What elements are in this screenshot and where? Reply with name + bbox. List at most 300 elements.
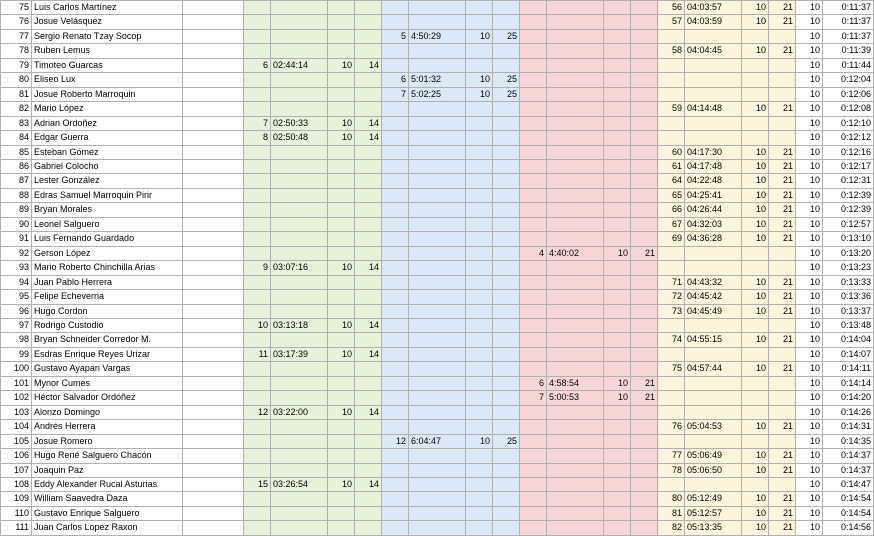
cell-green-position[interactable] [244, 449, 271, 463]
cell-yellow-time[interactable] [685, 29, 742, 43]
cell-yellow-value-a[interactable]: 10 [742, 420, 769, 434]
cell-red-time[interactable] [547, 477, 604, 491]
cell-yellow-position[interactable]: 58 [658, 44, 685, 58]
cell-green-value-a[interactable] [328, 275, 355, 289]
cell-green-position[interactable] [244, 159, 271, 173]
cell-green-time[interactable] [271, 159, 328, 173]
cell-green-position[interactable] [244, 203, 271, 217]
cell-blue-value-a[interactable] [466, 391, 493, 405]
cell-yellow-value-b[interactable]: 21 [769, 333, 796, 347]
cell-spacer[interactable] [183, 188, 244, 202]
cell-total-time[interactable]: 0:11:37 [823, 29, 874, 43]
cell-blue-value-b[interactable]: 25 [493, 73, 520, 87]
cell-green-value-b[interactable] [355, 203, 382, 217]
cell-green-value-a[interactable] [328, 174, 355, 188]
cell-red-value-a[interactable] [604, 492, 631, 506]
cell-total-time[interactable]: 0:14:37 [823, 449, 874, 463]
cell-blue-value-a[interactable] [466, 304, 493, 318]
table-row[interactable] [1, 463, 874, 477]
cell-total-a[interactable]: 10 [796, 420, 823, 434]
cell-yellow-time[interactable]: 04:17:30 [685, 145, 742, 159]
cell-green-time[interactable]: 03:22:00 [271, 405, 328, 419]
cell-red-position[interactable] [520, 290, 547, 304]
cell-blue-position[interactable] [382, 290, 409, 304]
cell-blue-value-b[interactable] [493, 506, 520, 520]
table-row[interactable] [1, 420, 874, 434]
cell-blue-position[interactable] [382, 116, 409, 130]
cell-athlete-name[interactable]: Josue Roberto Marroquin [32, 87, 183, 101]
cell-red-value-b[interactable] [631, 405, 658, 419]
table-row[interactable] [1, 304, 874, 318]
table-row[interactable] [1, 174, 874, 188]
cell-yellow-value-a[interactable]: 10 [742, 521, 769, 535]
cell-blue-time[interactable] [409, 463, 466, 477]
cell-athlete-name[interactable]: Mario López [32, 102, 183, 116]
table-row[interactable] [1, 44, 874, 58]
cell-total-a[interactable]: 10 [796, 15, 823, 29]
cell-green-value-b[interactable] [355, 290, 382, 304]
cell-athlete-name[interactable]: Josue Romero [32, 434, 183, 448]
cell-green-time[interactable]: 02:50:48 [271, 131, 328, 145]
cell-red-value-a[interactable]: 10 [604, 391, 631, 405]
cell-green-value-a[interactable] [328, 304, 355, 318]
cell-total-time[interactable]: 0:12:04 [823, 73, 874, 87]
cell-green-value-b[interactable] [355, 159, 382, 173]
cell-athlete-name[interactable]: Bryan Schneider Corredor M. [32, 333, 183, 347]
table-row[interactable] [1, 1, 874, 15]
cell-total-time[interactable]: 0:11:39 [823, 44, 874, 58]
cell-blue-value-b[interactable] [493, 304, 520, 318]
cell-blue-time[interactable] [409, 145, 466, 159]
cell-bib-number[interactable]: 87 [1, 174, 32, 188]
cell-red-time[interactable] [547, 405, 604, 419]
cell-green-position[interactable]: 9 [244, 261, 271, 275]
cell-yellow-value-a[interactable] [742, 58, 769, 72]
cell-red-value-a[interactable] [604, 102, 631, 116]
cell-spacer[interactable] [183, 376, 244, 390]
cell-blue-position[interactable] [382, 232, 409, 246]
cell-spacer[interactable] [183, 492, 244, 506]
cell-total-a[interactable]: 10 [796, 246, 823, 260]
cell-blue-value-b[interactable] [493, 463, 520, 477]
cell-green-value-a[interactable] [328, 362, 355, 376]
cell-spacer[interactable] [183, 333, 244, 347]
cell-green-value-b[interactable] [355, 275, 382, 289]
cell-yellow-value-b[interactable]: 21 [769, 492, 796, 506]
cell-green-value-a[interactable]: 10 [328, 318, 355, 332]
cell-red-position[interactable] [520, 521, 547, 535]
cell-red-value-b[interactable] [631, 159, 658, 173]
cell-red-position[interactable] [520, 275, 547, 289]
cell-spacer[interactable] [183, 116, 244, 130]
cell-green-value-b[interactable] [355, 449, 382, 463]
cell-blue-time[interactable] [409, 376, 466, 390]
cell-red-value-b[interactable] [631, 217, 658, 231]
cell-green-value-b[interactable] [355, 217, 382, 231]
cell-blue-position[interactable] [382, 174, 409, 188]
cell-bib-number[interactable]: 96 [1, 304, 32, 318]
cell-yellow-value-a[interactable]: 10 [742, 145, 769, 159]
cell-red-position[interactable] [520, 29, 547, 43]
cell-blue-value-a[interactable] [466, 58, 493, 72]
cell-green-value-a[interactable] [328, 463, 355, 477]
cell-red-position[interactable] [520, 449, 547, 463]
cell-green-position[interactable] [244, 102, 271, 116]
table-row[interactable] [1, 116, 874, 130]
cell-total-time[interactable]: 0:13:20 [823, 246, 874, 260]
cell-spacer[interactable] [183, 73, 244, 87]
cell-blue-time[interactable] [409, 304, 466, 318]
cell-spacer[interactable] [183, 275, 244, 289]
cell-green-value-a[interactable] [328, 290, 355, 304]
cell-yellow-position[interactable] [658, 434, 685, 448]
cell-athlete-name[interactable]: Alonzo Domingo [32, 405, 183, 419]
cell-green-time[interactable]: 03:07:16 [271, 261, 328, 275]
cell-spacer[interactable] [183, 174, 244, 188]
cell-total-a[interactable]: 10 [796, 232, 823, 246]
cell-yellow-value-b[interactable] [769, 477, 796, 491]
cell-yellow-time[interactable]: 05:12:49 [685, 492, 742, 506]
cell-green-value-a[interactable] [328, 521, 355, 535]
cell-blue-value-b[interactable] [493, 391, 520, 405]
cell-total-a[interactable]: 10 [796, 318, 823, 332]
cell-total-a[interactable]: 10 [796, 434, 823, 448]
cell-green-time[interactable] [271, 232, 328, 246]
cell-yellow-time[interactable]: 04:45:49 [685, 304, 742, 318]
cell-blue-value-b[interactable] [493, 318, 520, 332]
cell-yellow-time[interactable] [685, 376, 742, 390]
cell-blue-value-b[interactable] [493, 116, 520, 130]
cell-red-time[interactable] [547, 44, 604, 58]
cell-blue-position[interactable]: 7 [382, 87, 409, 101]
cell-yellow-position[interactable]: 59 [658, 102, 685, 116]
cell-green-value-a[interactable]: 10 [328, 131, 355, 145]
cell-blue-position[interactable] [382, 131, 409, 145]
cell-yellow-time[interactable]: 04:43:32 [685, 275, 742, 289]
cell-blue-time[interactable] [409, 58, 466, 72]
cell-green-value-b[interactable] [355, 506, 382, 520]
cell-red-time[interactable] [547, 116, 604, 130]
cell-total-time[interactable]: 0:14:26 [823, 405, 874, 419]
cell-blue-time[interactable] [409, 347, 466, 361]
table-row[interactable] [1, 217, 874, 231]
cell-yellow-position[interactable] [658, 116, 685, 130]
cell-total-time[interactable]: 0:11:37 [823, 15, 874, 29]
cell-blue-value-b[interactable] [493, 275, 520, 289]
cell-bib-number[interactable]: 78 [1, 44, 32, 58]
cell-total-a[interactable]: 10 [796, 1, 823, 15]
cell-red-position[interactable] [520, 145, 547, 159]
cell-yellow-value-b[interactable] [769, 376, 796, 390]
cell-green-position[interactable] [244, 391, 271, 405]
cell-total-time[interactable]: 0:12:31 [823, 174, 874, 188]
cell-yellow-value-b[interactable] [769, 347, 796, 361]
cell-blue-position[interactable] [382, 145, 409, 159]
cell-yellow-time[interactable] [685, 246, 742, 260]
cell-blue-position[interactable] [382, 275, 409, 289]
cell-green-value-a[interactable] [328, 506, 355, 520]
cell-blue-time[interactable] [409, 261, 466, 275]
cell-athlete-name[interactable]: Mario Roberto Chinchilla Arias [32, 261, 183, 275]
cell-blue-position[interactable] [382, 203, 409, 217]
cell-green-position[interactable] [244, 1, 271, 15]
cell-blue-value-b[interactable] [493, 449, 520, 463]
cell-red-value-a[interactable] [604, 521, 631, 535]
cell-red-value-a[interactable] [604, 434, 631, 448]
cell-blue-value-a[interactable] [466, 1, 493, 15]
cell-red-time[interactable] [547, 203, 604, 217]
table-row[interactable] [1, 449, 874, 463]
table-row[interactable] [1, 131, 874, 145]
cell-athlete-name[interactable]: William Saavedra Daza [32, 492, 183, 506]
cell-bib-number[interactable]: 105 [1, 434, 32, 448]
cell-bib-number[interactable]: 99 [1, 347, 32, 361]
cell-red-time[interactable] [547, 463, 604, 477]
cell-green-value-a[interactable]: 10 [328, 261, 355, 275]
cell-red-position[interactable] [520, 217, 547, 231]
table-row[interactable] [1, 159, 874, 173]
cell-blue-time[interactable] [409, 391, 466, 405]
cell-red-time[interactable] [547, 275, 604, 289]
cell-green-position[interactable] [244, 188, 271, 202]
table-row[interactable] [1, 58, 874, 72]
cell-yellow-position[interactable]: 82 [658, 521, 685, 535]
cell-yellow-value-b[interactable]: 21 [769, 521, 796, 535]
cell-green-value-b[interactable] [355, 1, 382, 15]
cell-green-time[interactable] [271, 290, 328, 304]
cell-red-value-a[interactable] [604, 304, 631, 318]
cell-green-value-a[interactable] [328, 203, 355, 217]
cell-total-a[interactable]: 10 [796, 73, 823, 87]
cell-red-value-a[interactable] [604, 290, 631, 304]
cell-spacer[interactable] [183, 290, 244, 304]
cell-yellow-time[interactable] [685, 318, 742, 332]
cell-total-a[interactable]: 10 [796, 333, 823, 347]
cell-athlete-name[interactable]: Timoteo Guarcas [32, 58, 183, 72]
cell-athlete-name[interactable]: Lester González [32, 174, 183, 188]
cell-green-value-a[interactable] [328, 492, 355, 506]
cell-spacer[interactable] [183, 29, 244, 43]
cell-blue-value-a[interactable] [466, 44, 493, 58]
cell-total-time[interactable]: 0:14:47 [823, 477, 874, 491]
cell-blue-value-b[interactable] [493, 188, 520, 202]
cell-blue-time[interactable]: 4:50:29 [409, 29, 466, 43]
cell-red-time[interactable] [547, 15, 604, 29]
cell-yellow-position[interactable]: 80 [658, 492, 685, 506]
cell-total-a[interactable]: 10 [796, 391, 823, 405]
cell-green-value-b[interactable]: 14 [355, 58, 382, 72]
cell-yellow-position[interactable] [658, 347, 685, 361]
cell-total-time[interactable]: 0:12:17 [823, 159, 874, 173]
cell-blue-value-a[interactable] [466, 145, 493, 159]
cell-total-time[interactable]: 0:14:54 [823, 506, 874, 520]
cell-yellow-time[interactable] [685, 405, 742, 419]
cell-green-value-b[interactable] [355, 73, 382, 87]
cell-red-value-b[interactable] [631, 318, 658, 332]
cell-bib-number[interactable]: 82 [1, 102, 32, 116]
cell-blue-value-b[interactable]: 25 [493, 29, 520, 43]
cell-red-value-a[interactable] [604, 87, 631, 101]
cell-blue-value-a[interactable] [466, 420, 493, 434]
cell-spacer[interactable] [183, 232, 244, 246]
cell-total-a[interactable]: 10 [796, 304, 823, 318]
table-row[interactable] [1, 477, 874, 491]
cell-green-position[interactable] [244, 290, 271, 304]
cell-green-value-a[interactable] [328, 246, 355, 260]
cell-red-value-a[interactable] [604, 449, 631, 463]
cell-red-position[interactable] [520, 44, 547, 58]
cell-total-a[interactable]: 10 [796, 116, 823, 130]
cell-total-time[interactable]: 0:13:23 [823, 261, 874, 275]
cell-red-value-b[interactable] [631, 290, 658, 304]
cell-red-position[interactable] [520, 58, 547, 72]
cell-blue-time[interactable] [409, 477, 466, 491]
cell-blue-value-a[interactable] [466, 102, 493, 116]
cell-bib-number[interactable]: 106 [1, 449, 32, 463]
cell-red-value-b[interactable] [631, 463, 658, 477]
cell-blue-value-a[interactable] [466, 275, 493, 289]
cell-yellow-value-a[interactable]: 10 [742, 463, 769, 477]
cell-yellow-value-b[interactable]: 21 [769, 1, 796, 15]
cell-blue-value-a[interactable] [466, 232, 493, 246]
cell-total-a[interactable]: 10 [796, 463, 823, 477]
cell-green-value-b[interactable]: 14 [355, 405, 382, 419]
table-row[interactable] [1, 261, 874, 275]
cell-blue-value-b[interactable]: 25 [493, 434, 520, 448]
cell-total-a[interactable]: 10 [796, 506, 823, 520]
cell-red-position[interactable] [520, 304, 547, 318]
cell-red-time[interactable] [547, 73, 604, 87]
cell-bib-number[interactable]: 110 [1, 506, 32, 520]
cell-red-time[interactable] [547, 232, 604, 246]
cell-yellow-time[interactable]: 04:45:42 [685, 290, 742, 304]
cell-red-value-a[interactable]: 10 [604, 376, 631, 390]
cell-bib-number[interactable]: 89 [1, 203, 32, 217]
cell-total-time[interactable]: 0:14:11 [823, 362, 874, 376]
cell-green-position[interactable] [244, 362, 271, 376]
cell-blue-value-b[interactable] [493, 261, 520, 275]
cell-blue-time[interactable] [409, 333, 466, 347]
cell-green-time[interactable] [271, 217, 328, 231]
cell-blue-value-b[interactable] [493, 232, 520, 246]
table-row[interactable] [1, 347, 874, 361]
cell-blue-value-a[interactable]: 10 [466, 29, 493, 43]
cell-blue-time[interactable] [409, 232, 466, 246]
cell-blue-time[interactable] [409, 15, 466, 29]
cell-blue-position[interactable] [382, 159, 409, 173]
cell-bib-number[interactable]: 80 [1, 73, 32, 87]
cell-red-time[interactable] [547, 261, 604, 275]
cell-total-time[interactable]: 0:14:31 [823, 420, 874, 434]
cell-red-time[interactable] [547, 29, 604, 43]
cell-green-value-b[interactable] [355, 434, 382, 448]
cell-total-a[interactable]: 10 [796, 203, 823, 217]
cell-total-time[interactable]: 0:14:14 [823, 376, 874, 390]
cell-yellow-time[interactable]: 04:17:48 [685, 159, 742, 173]
cell-blue-value-b[interactable] [493, 174, 520, 188]
cell-green-position[interactable] [244, 333, 271, 347]
cell-green-time[interactable]: 02:44:14 [271, 58, 328, 72]
cell-total-time[interactable]: 0:12:39 [823, 203, 874, 217]
cell-blue-value-a[interactable]: 10 [466, 73, 493, 87]
cell-total-time[interactable]: 0:12:12 [823, 131, 874, 145]
cell-green-value-a[interactable]: 10 [328, 347, 355, 361]
cell-total-time[interactable]: 0:13:37 [823, 304, 874, 318]
cell-yellow-time[interactable]: 05:13:35 [685, 521, 742, 535]
cell-blue-position[interactable] [382, 405, 409, 419]
table-row[interactable] [1, 188, 874, 202]
cell-yellow-position[interactable] [658, 58, 685, 72]
cell-green-position[interactable] [244, 246, 271, 260]
cell-blue-value-b[interactable] [493, 246, 520, 260]
cell-blue-time[interactable] [409, 44, 466, 58]
cell-total-a[interactable]: 10 [796, 405, 823, 419]
cell-athlete-name[interactable]: Gabriel Colocho [32, 159, 183, 173]
cell-total-a[interactable]: 10 [796, 290, 823, 304]
cell-yellow-time[interactable]: 04:03:59 [685, 15, 742, 29]
cell-blue-time[interactable]: 5:01:32 [409, 73, 466, 87]
cell-green-time[interactable] [271, 391, 328, 405]
cell-total-a[interactable]: 10 [796, 29, 823, 43]
cell-red-time[interactable] [547, 521, 604, 535]
cell-green-value-b[interactable] [355, 87, 382, 101]
cell-yellow-position[interactable]: 60 [658, 145, 685, 159]
cell-blue-value-b[interactable] [493, 131, 520, 145]
cell-blue-value-a[interactable] [466, 290, 493, 304]
table-row[interactable] [1, 290, 874, 304]
cell-blue-value-b[interactable] [493, 333, 520, 347]
cell-red-value-b[interactable] [631, 203, 658, 217]
cell-blue-position[interactable] [382, 391, 409, 405]
cell-red-position[interactable] [520, 477, 547, 491]
cell-yellow-value-b[interactable]: 21 [769, 420, 796, 434]
cell-green-time[interactable] [271, 174, 328, 188]
cell-yellow-value-a[interactable] [742, 73, 769, 87]
cell-green-position[interactable] [244, 420, 271, 434]
cell-athlete-name[interactable]: Ruben Lemus [32, 44, 183, 58]
cell-spacer[interactable] [183, 261, 244, 275]
cell-blue-value-a[interactable] [466, 376, 493, 390]
cell-yellow-position[interactable] [658, 131, 685, 145]
cell-blue-position[interactable] [382, 492, 409, 506]
cell-blue-position[interactable] [382, 44, 409, 58]
cell-green-time[interactable] [271, 521, 328, 535]
cell-green-position[interactable] [244, 87, 271, 101]
cell-red-position[interactable] [520, 15, 547, 29]
cell-green-value-b[interactable]: 14 [355, 261, 382, 275]
cell-red-value-b[interactable] [631, 449, 658, 463]
cell-red-position[interactable] [520, 116, 547, 130]
cell-green-time[interactable] [271, 15, 328, 29]
cell-total-a[interactable]: 10 [796, 44, 823, 58]
cell-green-value-b[interactable] [355, 304, 382, 318]
cell-yellow-value-b[interactable] [769, 58, 796, 72]
cell-green-value-a[interactable] [328, 232, 355, 246]
cell-green-value-a[interactable] [328, 145, 355, 159]
cell-blue-value-b[interactable] [493, 15, 520, 29]
cell-athlete-name[interactable]: Gustavo Enrique Salguero [32, 506, 183, 520]
cell-total-time[interactable]: 0:14:04 [823, 333, 874, 347]
cell-athlete-name[interactable]: Felipe Echeverria [32, 290, 183, 304]
cell-yellow-position[interactable]: 69 [658, 232, 685, 246]
cell-athlete-name[interactable]: Eliseo Lux [32, 73, 183, 87]
cell-green-value-a[interactable] [328, 87, 355, 101]
cell-green-position[interactable]: 10 [244, 318, 271, 332]
cell-yellow-value-a[interactable]: 10 [742, 304, 769, 318]
cell-bib-number[interactable]: 104 [1, 420, 32, 434]
cell-blue-value-a[interactable] [466, 521, 493, 535]
table-row[interactable] [1, 246, 874, 260]
